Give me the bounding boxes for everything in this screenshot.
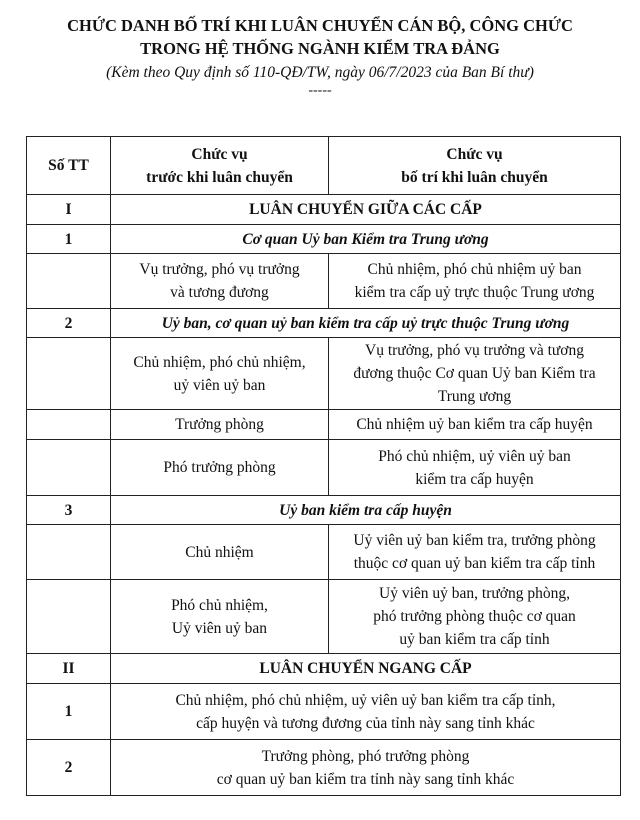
col-header-before-line: Chức vụ (191, 145, 248, 163)
cell-line: Trưởng phòng, phó trưởng phòng (261, 747, 470, 765)
cell-line: Vụ trưởng, phó vụ trưởng (139, 261, 300, 278)
cell-line: kiểm tra cấp uỷ trực thuộc Trung ương (354, 284, 595, 301)
row-number-cell (27, 254, 111, 309)
cell-line: và tương đương (170, 284, 269, 301)
before-position-cell (111, 525, 329, 580)
document-title-line1: CHỨC DANH BỐ TRÍ KHI LUÂN CHUYỂN CÁN BỘ, CÔNG CHỨC (67, 16, 573, 35)
cell-line: cơ quan uỷ ban kiểm tra tỉnh này sang tỉnh khác (216, 770, 515, 788)
cell-line: Phó chủ nhiệm, uỷ viên uỷ ban (378, 447, 571, 465)
col-header-after-line: Chức vụ (446, 145, 503, 163)
cell-line: Phó trưởng phòng (163, 459, 276, 476)
group-row (27, 496, 621, 525)
title-divider: ----- (308, 83, 332, 98)
before-position-cell (111, 254, 329, 309)
cell-line: thuộc cơ quan uỷ ban kiểm tra cấp tỉnh (353, 555, 596, 572)
col-header-before (111, 137, 329, 195)
row-number-cell (27, 580, 111, 654)
after-position-cell (329, 338, 621, 410)
document-title-line2: TRONG HỆ THỐNG NGÀNH KIỂM TRA ĐẢNG (140, 39, 500, 58)
table-row (27, 684, 621, 740)
cell-line: đương thuộc Cơ quan Uỷ ban Kiểm tra (353, 365, 596, 382)
group-number: 2 (27, 309, 111, 338)
cell-line: Trung ương (437, 388, 512, 405)
col-header-stt: Số TT (27, 137, 111, 195)
section-number: II (27, 654, 111, 684)
cell-line: phó trưởng phòng thuộc cơ quan (373, 608, 576, 625)
cell-line: Uỷ viên uỷ ban kiểm tra, trưởng phòng (353, 532, 596, 549)
cell-line: cấp huyện và tương đương của tỉnh này sang tỉnh khác (196, 714, 535, 732)
group-title: Cơ quan Uỷ ban Kiểm tra Trung ương (111, 225, 621, 254)
table-header-row (27, 137, 621, 195)
cell-line: uỷ ban kiểm tra cấp tỉnh (399, 631, 550, 648)
cell-line: Chủ nhiệm, phó chủ nhiệm uỷ ban (367, 261, 582, 278)
section-number: I (27, 195, 111, 225)
merged-position-cell (111, 740, 621, 796)
row-number-cell: 2 (27, 740, 111, 796)
cell-line: Chủ nhiệm, phó chủ nhiệm, (133, 353, 306, 371)
after-position-cell (329, 254, 621, 309)
section-title: LUÂN CHUYỂN NGANG CẤP (111, 654, 621, 684)
table-row (27, 525, 621, 580)
cell-line: Uỷ viên uỷ ban (171, 619, 268, 637)
group-row (27, 225, 621, 254)
section-title: LUÂN CHUYỂN GIỮA CÁC CẤP (111, 195, 621, 225)
section-row (27, 195, 621, 225)
after-position-cell (329, 440, 621, 496)
before-position-cell (111, 580, 329, 654)
cell-line: Chủ nhiệm, phó chủ nhiệm, uỷ viên uỷ ban kiểm tra cấp tỉnh, (175, 691, 556, 709)
cell-line: kiểm tra cấp huyện (415, 470, 534, 488)
row-number-cell: 1 (27, 684, 111, 740)
col-header-before-line: trước khi luân chuyển (146, 168, 293, 186)
before-position-cell (111, 440, 329, 496)
cell-line: uỷ viên uỷ ban (173, 376, 266, 394)
group-title: Uỷ ban kiểm tra cấp huyện (111, 496, 621, 525)
col-header-after (329, 137, 621, 195)
table-row (27, 740, 621, 796)
cell-line: Vụ trưởng, phó vụ trưởng và tương (365, 342, 584, 359)
group-row (27, 309, 621, 338)
document-subtitle: (Kèm theo Quy định số 110-QĐ/TW, ngày 06/7/2023 của Ban Bí thư) (106, 64, 534, 81)
group-number: 1 (27, 225, 111, 254)
after-position-cell (329, 580, 621, 654)
before-position-cell (111, 338, 329, 410)
table-row (27, 580, 621, 654)
row-number-cell (27, 440, 111, 496)
before-position-cell (111, 410, 329, 440)
section-row (27, 654, 621, 684)
col-header-after-line: bố trí khi luân chuyển (401, 168, 548, 186)
table-row (27, 440, 621, 496)
cell-line: Uỷ viên uỷ ban, trưởng phòng, (379, 585, 570, 602)
after-position-cell (329, 525, 621, 580)
merged-position-cell (111, 684, 621, 740)
cell-line: Chủ nhiệm (185, 543, 254, 561)
row-number-cell (27, 410, 111, 440)
cell-line: Chủ nhiệm uỷ ban kiểm tra cấp huyện (356, 416, 593, 433)
row-number-cell (27, 338, 111, 410)
group-number: 3 (27, 496, 111, 525)
table-row (27, 410, 621, 440)
group-title: Uỷ ban, cơ quan uỷ ban kiểm tra cấp uỷ trực thuộc Trung ương (111, 309, 621, 338)
rotation-table (26, 136, 621, 796)
table-row (27, 338, 621, 410)
row-number-cell (27, 525, 111, 580)
after-position-cell (329, 410, 621, 440)
table-row (27, 254, 621, 309)
cell-line: Phó chủ nhiệm, (171, 596, 268, 614)
cell-line: Trưởng phòng (175, 416, 264, 433)
